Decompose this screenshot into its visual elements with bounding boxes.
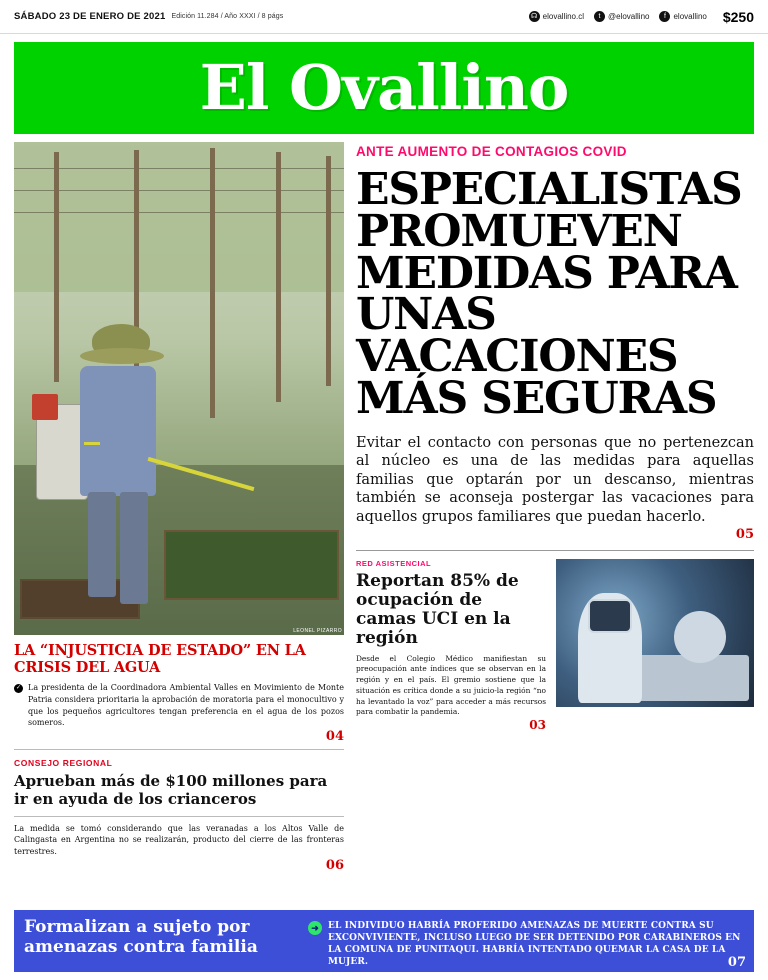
- twitter-link[interactable]: [594, 11, 649, 22]
- left-story-2-page: 06: [325, 857, 344, 873]
- edition-info: Edición 11.284 / Año XXXI / 8 págs: [171, 13, 284, 20]
- photo-wire: [14, 190, 344, 191]
- content-grid: [14, 142, 754, 873]
- photo-seed-bed: [164, 530, 339, 600]
- price-label: $250: [722, 8, 754, 25]
- left-story-1-body: La presidenta de la Coordinadora Ambiental Valles en Movimiento de Monte Patria considera prioritaria la aprobación de moratoria para el monocultivo y que los pequeños agricultores tengan preferencia en el agua de los pozos someros.: [28, 683, 344, 728]
- website-label: elovallino.cl: [542, 12, 584, 21]
- photo-face-shield: [588, 599, 632, 633]
- photo-worker-brim: [80, 348, 164, 364]
- photo-field-upper: [14, 142, 344, 292]
- left-story-2-headline[interactable]: Aprueban más de $100 millones para ir en ayuda de los crianceros: [14, 771, 328, 808]
- masthead: [14, 42, 754, 134]
- left-story-1-body-row: [14, 682, 344, 728]
- secondary-body: Desde el Colegio Médico manifiestan su preocupación ante índices que se observan en la región y en el país. El gremio sostiene que la situación es crítica donde a su juicio-la región “no ha levantado la voz” para acceder a más recursos para combatir la pandemia.: [356, 653, 546, 717]
- arrow-right-icon: ➜: [308, 921, 322, 935]
- secondary-photo: [556, 559, 754, 707]
- photo-post: [54, 152, 59, 382]
- left-column: [14, 142, 344, 873]
- social-links: [529, 11, 707, 22]
- lead-deck: Evitar el contacto con personas que no pertenezcan al núcleo es una de las medidas para aquellas familias que optarán por un descanso, mientras también se aconseja postergar las vacaciones para aquellos grupos familiares que puedan hacerlo.: [356, 434, 754, 525]
- left-story-2-kicker: CONSEJO REGIONAL: [14, 757, 113, 768]
- twitter-icon: t: [594, 11, 605, 22]
- facebook-link[interactable]: [659, 11, 706, 22]
- lead-page: 05: [735, 526, 754, 542]
- photo-hose: [84, 442, 100, 445]
- left-story-1-headline[interactable]: LA “INJUSTICIA DE ESTADO” EN LA CRISIS DEL AGUA: [14, 642, 306, 676]
- main-photo: [14, 142, 344, 635]
- photo-wire: [14, 212, 344, 213]
- right-column: [356, 142, 754, 873]
- lead-headline[interactable]: ESPECIALISTAS PROMUEVEN MEDIDAS PARA UNAS VACACIONES MÁS SEGURAS: [356, 164, 742, 424]
- divider: [14, 749, 344, 750]
- secondary-page: 03: [529, 718, 546, 733]
- divider: [14, 816, 344, 817]
- left-story-1-page: 04: [325, 728, 344, 744]
- bottom-banner[interactable]: [14, 910, 754, 972]
- left-story-2-body: La medida se tomó considerando que las veranadas a los Altos Valle de Calingasta en Argentina no se realizarán, producto del cierre de las fronteras terrestres.: [14, 823, 344, 856]
- secondary-text: [356, 559, 546, 733]
- globe-icon: ☊: [529, 11, 540, 22]
- photo-patient: [674, 611, 726, 663]
- divider: [356, 550, 754, 551]
- banner-body-area: [304, 910, 754, 972]
- photo-tank-cap: [32, 394, 58, 420]
- photo-credit: LEONEL PIZARRO: [293, 628, 342, 634]
- photo-worker-leg: [120, 492, 148, 604]
- photo-worker-torso: [80, 366, 156, 496]
- lead-page-row: [356, 527, 754, 542]
- publication-date: SÁBADO 23 DE ENERO DE 2021: [14, 11, 166, 22]
- photo-post: [326, 156, 331, 386]
- facebook-icon: f: [659, 11, 670, 22]
- top-bar: [0, 0, 768, 34]
- photo-wire: [14, 168, 344, 169]
- photo-post: [276, 152, 281, 402]
- secondary-kicker: RED ASISTENCIAL: [356, 558, 432, 568]
- photo-post: [210, 148, 215, 418]
- twitter-label: @elovallino: [608, 12, 650, 21]
- banner-page: 07: [727, 955, 746, 970]
- banner-copy: EL INDIVIDUO HABRÍA PROFERIDO AMENAZAS DE MUERTE CONTRA SU EXCONVIVIENTE, INCLUSO LUEGO DE SER DETENIDO POR CARABINEROS EN LA COMUNA DE PUNITAQUI. HABRÍA INTENTADO QUEMAR LA CASA DE LA MUJER.: [328, 921, 741, 968]
- newspaper-title: El Ovallino: [199, 51, 569, 124]
- secondary-story: [356, 559, 754, 733]
- photo-worker-leg: [88, 492, 116, 597]
- bullet-icon: ✓: [15, 685, 22, 692]
- website-link[interactable]: [529, 11, 584, 22]
- facebook-label: elovallino: [673, 12, 707, 21]
- secondary-headline[interactable]: Reportan 85% de ocupación de camas UCI en la región: [356, 570, 519, 648]
- lead-kicker: ANTE AUMENTO DE CONTAGIOS COVID: [356, 144, 627, 159]
- banner-headline[interactable]: Formalizan a sujeto por amenazas contra familia: [24, 917, 258, 957]
